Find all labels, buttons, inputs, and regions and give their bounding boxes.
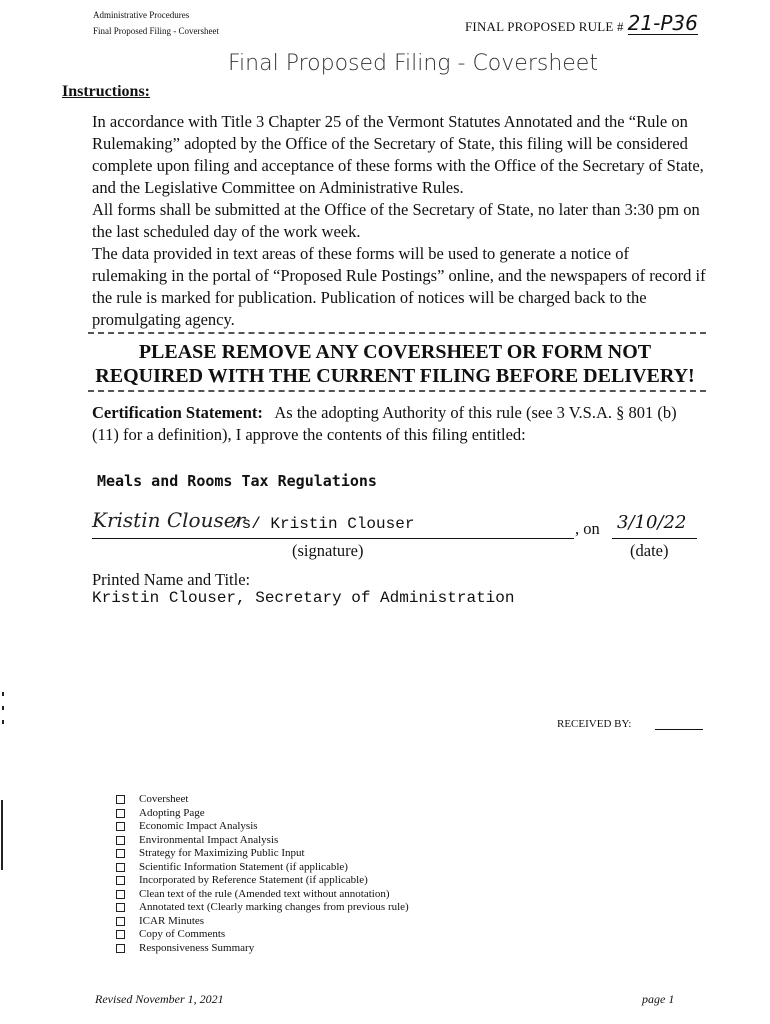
certification-text: As the adopting Authority of this rule (see 3 V.S.A. § 801 (b) (11) for a definition), I approve the contents of this filing entitled: [92, 403, 677, 444]
warning-line-1: PLEASE REMOVE ANY COVERSHEET OR FORM NOT [138, 341, 652, 363]
handwritten-signature: Kristin Clouser [92, 508, 246, 532]
rule-number: 21-P36 [627, 11, 698, 35]
divider-top [88, 332, 706, 334]
checklist-item[interactable]: Coversheet [116, 793, 409, 807]
signature-caption: (signature) [292, 541, 364, 560]
checkbox[interactable] [116, 836, 125, 845]
page-number: page 1 [642, 992, 675, 1006]
checklist-item[interactable]: Copy of Comments [116, 928, 409, 942]
divider-bottom [88, 390, 706, 392]
header-form-name: Final Proposed Filing - Coversheet [93, 26, 219, 36]
signature-line [92, 538, 574, 539]
rule-label: FINAL PROPOSED RULE # [465, 19, 624, 34]
scan-speck [2, 720, 4, 724]
checklist-item[interactable]: Annotated text (Clearly marking changes from previous rule) [116, 901, 409, 915]
date-line [612, 538, 697, 539]
checkbox[interactable] [116, 863, 125, 872]
warning-line-2: REQUIRED WITH THE CURRENT FILING BEFORE DELIVERY! [95, 365, 695, 387]
certification-label: Certification Statement: [92, 403, 263, 422]
checkbox[interactable] [116, 890, 125, 899]
date-on-label: , on [575, 519, 600, 538]
checkbox[interactable] [116, 876, 125, 885]
page-title: Final Proposed Filing - Coversheet [228, 51, 598, 76]
checkbox[interactable] [116, 917, 125, 926]
checkbox[interactable] [116, 849, 125, 858]
scan-edge-mark [1, 800, 3, 870]
rule-number-block [465, 12, 698, 35]
instructions-paragraph-1: In accordance with Title 3 Chapter 25 of the Vermont Statutes Annotated and the “Rule on Rulemaking” adopted by the Office of the Secretary of State, this filing will be considered complete upon filing and acceptance of these forms with the Office of the Secretary of State, and the Legislative Committee on Administrative Rules. [92, 112, 704, 197]
scan-speck [2, 706, 4, 710]
typed-signature: /s/ Kristin Clouser [232, 515, 415, 533]
received-by-line [655, 729, 703, 730]
received-by-label: RECEIVED BY: [557, 718, 632, 730]
date-value: 3/10/22 [617, 512, 687, 533]
printed-name-value: Kristin Clouser, Secretary of Administration [92, 589, 515, 607]
checklist-item[interactable]: Scientific Information Statement (if applicable) [116, 861, 409, 875]
checkbox[interactable] [116, 944, 125, 953]
checkbox[interactable] [116, 930, 125, 939]
checklist-item[interactable]: Incorporated by Reference Statement (if applicable) [116, 874, 409, 888]
checkbox[interactable] [116, 795, 125, 804]
date-caption: (date) [630, 541, 669, 560]
checkbox[interactable] [116, 809, 125, 818]
checklist-item[interactable]: Economic Impact Analysis [116, 820, 409, 834]
checklist-item[interactable]: Responsiveness Summary [116, 942, 409, 956]
instructions-paragraph-2: All forms shall be submitted at the Office of the Secretary of State, no later than 3:30 pm on the last scheduled day of the work week. [92, 200, 700, 241]
checklist-item[interactable]: Strategy for Maximizing Public Input [116, 847, 409, 861]
filing-title: Meals and Rooms Tax Regulations [97, 472, 377, 490]
scan-speck [2, 692, 4, 696]
instructions-heading: Instructions: [62, 83, 151, 100]
checklist-item[interactable]: Adopting Page [116, 807, 409, 821]
checkbox[interactable] [116, 903, 125, 912]
checklist-item[interactable]: Clean text of the rule (Amended text without annotation) [116, 888, 409, 902]
header-org: Administrative Procedures [93, 10, 190, 20]
checkbox[interactable] [116, 822, 125, 831]
checklist-item[interactable]: ICAR Minutes [116, 915, 409, 929]
certification-statement [92, 402, 707, 446]
checklist-item[interactable]: Environmental Impact Analysis [116, 834, 409, 848]
filing-checklist [116, 793, 409, 955]
printed-name-label: Printed Name and Title: [92, 570, 251, 589]
revised-date: Revised November 1, 2021 [95, 992, 224, 1006]
instructions-paragraph-3: The data provided in text areas of these forms will be used to generate a notice of rulemaking in the portal of “Proposed Rule Postings” online, and the newspapers of record if the rule is marked for publication. Publication of notices will be charged back to the promulgating agency. [92, 244, 706, 329]
